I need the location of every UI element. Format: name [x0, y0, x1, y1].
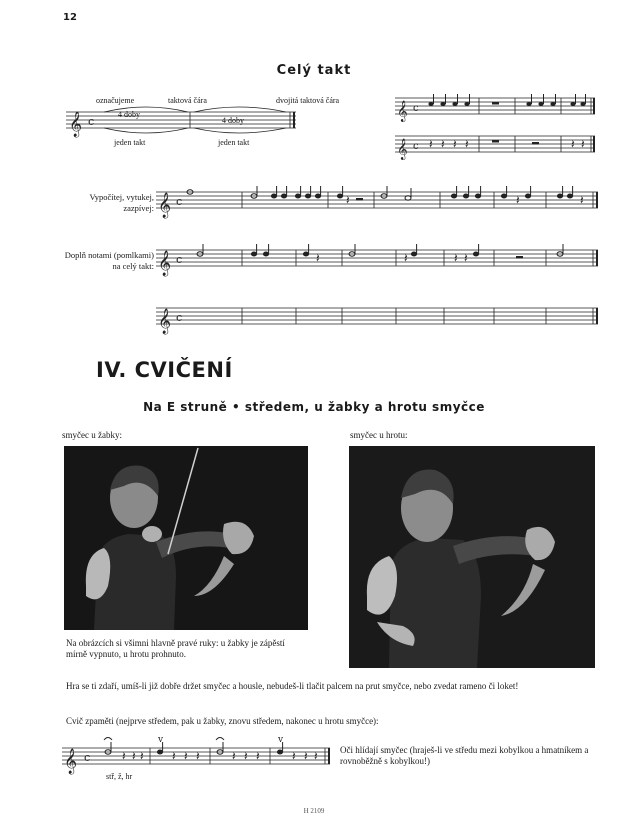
photo-bow-at-tip: [349, 446, 595, 668]
svg-text:𝄽: 𝄽: [581, 137, 585, 151]
svg-text:v: v: [158, 735, 164, 745]
svg-text:𝄽: 𝄽: [453, 137, 457, 151]
svg-text:𝄞: 𝄞: [397, 101, 408, 122]
row1-staff: [156, 184, 601, 220]
svg-text:𝄽: 𝄽: [292, 749, 296, 763]
photo-bow-at-frog: [64, 446, 308, 630]
row1-label: Vypočítej, vytukej, zazpívej:: [89, 192, 154, 213]
svg-text:c: c: [413, 103, 419, 114]
photo-caption-left: smyčec u žabky:: [62, 430, 122, 440]
svg-text:c: c: [176, 195, 183, 208]
svg-text:c: c: [176, 311, 183, 324]
svg-text:𝄽: 𝄽: [184, 749, 188, 763]
paragraph-hold-bow: Hra se ti zdaří, umíš-li již dobře držet smyčec a housle, nebudeš-li tlačit palcem na prut smyčce, nebo zvedat rameno či loket!: [66, 681, 519, 691]
term-jeden-takt-2: jeden takt: [218, 138, 250, 147]
svg-text:𝄽: 𝄽: [464, 251, 468, 265]
svg-text:𝄽: 𝄽: [304, 749, 308, 763]
svg-text:𝄽: 𝄽: [132, 749, 136, 763]
exercise-subtitle: Na E struně • středem, u žabky a hrotu smyčce: [143, 400, 485, 414]
bow-position-labels: stř, ž, hr: [106, 772, 133, 781]
row2-staff: [156, 242, 601, 278]
svg-text:𝄽: 𝄽: [232, 749, 236, 763]
footer-code: H 2109: [303, 807, 325, 815]
row3-empty-staff: [156, 300, 601, 336]
term-oznacujeme: označujeme: [96, 96, 135, 105]
svg-text:𝄽: 𝄽: [571, 137, 575, 151]
svg-text:𝄽: 𝄽: [454, 251, 458, 265]
svg-text:𝄞: 𝄞: [64, 749, 78, 774]
svg-text:𝄽: 𝄽: [316, 251, 320, 265]
svg-text:𝄞: 𝄞: [158, 251, 172, 276]
photo-caption-right: smyčec u hrotu:: [350, 430, 408, 440]
example-staff-2: [395, 130, 600, 160]
bowing-exercise-staff: [62, 734, 334, 782]
svg-text:𝄽: 𝄽: [465, 137, 469, 151]
svg-text:𝄽: 𝄽: [346, 193, 350, 207]
term-dvojita-taktova-cara: dvojitá taktová čára: [276, 96, 340, 105]
term-beats-2: 4 doby: [222, 116, 244, 125]
svg-text:𝄽: 𝄽: [404, 251, 408, 265]
svg-text:𝄞: 𝄞: [397, 139, 408, 160]
svg-text:𝄽: 𝄽: [140, 749, 144, 763]
svg-text:c: c: [84, 751, 91, 764]
example-staff-1: [395, 92, 600, 122]
svg-text:c: c: [413, 141, 419, 152]
svg-text:𝄞: 𝄞: [158, 193, 172, 218]
svg-text:𝄽: 𝄽: [314, 749, 318, 763]
svg-text:𝄽: 𝄽: [122, 749, 126, 763]
svg-text:𝄽: 𝄽: [516, 193, 520, 207]
section-title: Celý takt: [276, 63, 352, 78]
svg-text:𝄽: 𝄽: [580, 193, 584, 207]
svg-text:𝄞: 𝄞: [69, 112, 83, 137]
svg-text:𝄞: 𝄞: [158, 309, 172, 334]
term-taktova-cara: taktová čára: [168, 96, 207, 105]
svg-text:𝄽: 𝄽: [429, 137, 433, 151]
paragraph-right-hand: Na obrázcích si všimni hlavně pravé ruky: u žabky je zápěstí mírně vypnuto, u hrotu prohnuto.: [66, 638, 285, 659]
svg-text:𝄽: 𝄽: [172, 749, 176, 763]
row2-label: Doplň notami (pomlkami) na celý takt:: [64, 250, 154, 271]
page-number: 12: [63, 12, 77, 23]
svg-text:𝄽: 𝄽: [196, 749, 200, 763]
term-beats-1: 4 doby: [118, 110, 140, 119]
svg-text:c: c: [88, 115, 95, 128]
term-jeden-takt-1: jeden takt: [114, 138, 146, 147]
svg-text:c: c: [176, 253, 183, 266]
svg-text:𝄽: 𝄽: [441, 137, 445, 151]
svg-text:𝄽: 𝄽: [256, 749, 260, 763]
paragraph-practice-instruction: Cvič zpaměti (nejprve středem, pak u žabky, znovu středem, nakonec u hrotu smyčce):: [66, 716, 379, 726]
svg-text:𝄽: 𝄽: [244, 749, 248, 763]
exercise-heading: IV. CVIČENÍ: [96, 358, 233, 382]
svg-text:v: v: [278, 735, 284, 745]
paragraph-watch-bow: Oči hlídají smyčec (hraješ-li ve středu mezi kobylkou a hmatníkem a rovnoběžně s kobylkou!): [340, 745, 589, 766]
